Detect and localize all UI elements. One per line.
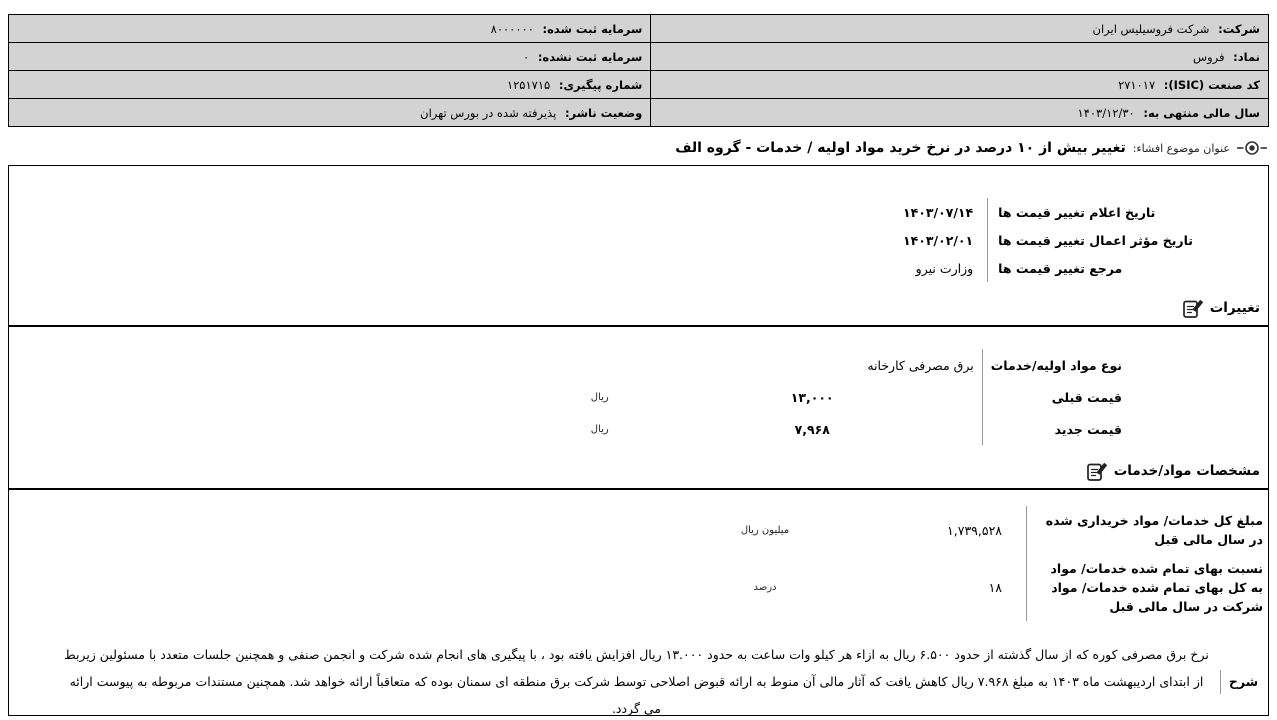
isic-value: ۲۷۱۰۱۷ <box>1118 77 1156 92</box>
price-authority-label: مرجع تغییر قیمت ها <box>988 254 1194 282</box>
total-amount-value: ۱,۷۳۹,۵۲۸ <box>947 522 1002 538</box>
page-title: تغییر بیش از ۱۰ درصد در نرخ خرید مواد اولیه / خدمات - گروه الف <box>675 140 1126 156</box>
isic-cell <box>651 71 1269 99</box>
issuer-status-cell <box>9 99 651 127</box>
section-divider <box>9 488 1268 490</box>
cost-ratio-label: نسبت بهای تمام شده خدمات/ مواد به کل بهای تمام شده خدمات/ مواد شرکت در سال مالی قبل <box>1027 554 1265 621</box>
announce-date-label: تاریخ اعلام تغییر قیمت ها <box>988 198 1194 226</box>
symbol-value: فروس <box>1193 49 1225 64</box>
table-row <box>9 43 1269 71</box>
section-header-specs <box>9 459 1260 483</box>
table-row <box>822 198 1194 226</box>
registered-capital-cell <box>9 15 651 43</box>
company-value: شرکت فروسیلیس ایران <box>1092 21 1210 36</box>
specs-section-title: مشخصات مواد/خدمات <box>1113 463 1260 479</box>
total-amount-unit: میلیون ریال <box>740 524 790 536</box>
previous-price-unit: ریال <box>590 391 609 403</box>
description-label-wrap <box>1220 670 1258 694</box>
effective-date-label: تاریخ مؤثر اعمال تغییر قیمت ها <box>988 226 1194 254</box>
disclosure-subject-line <box>8 136 1267 160</box>
issuer-status-label: وضعیت ناشر: <box>564 105 643 120</box>
fiscal-year-label: سال مالی منتهی به: <box>1143 105 1260 120</box>
registered-capital-value: ۸۰۰۰۰۰۰ <box>490 21 534 36</box>
material-type-label: نوع مواد اولیه/خدمات <box>982 349 1123 381</box>
section-header-changes <box>9 296 1260 320</box>
previous-price-value: ۱۳,۰۰۰ <box>790 389 834 405</box>
price-change-dates-table <box>822 198 1194 282</box>
table-row <box>557 381 1123 413</box>
unregistered-capital-value: ۰ <box>522 49 530 64</box>
cost-ratio-value: ۱۸ <box>988 580 1002 595</box>
unregistered-capital-label: سرمایه ثبت نشده: <box>537 49 643 64</box>
table-row <box>822 226 1194 254</box>
notepad-pencil-icon <box>1183 298 1204 319</box>
material-type-value: برق مصرفی کارخانه <box>867 357 974 373</box>
table-row <box>689 506 1264 554</box>
material-type-unit <box>557 349 643 381</box>
new-price-unit: ریال <box>590 423 609 435</box>
effective-date-value: ۱۴۰۳/۰۲/۰۱ <box>903 232 974 248</box>
fiscal-year-value: ۱۴۰۳/۱۲/۳۰ <box>1077 105 1135 120</box>
tracking-number-cell <box>9 71 651 99</box>
table-row <box>689 554 1264 621</box>
symbol-label: نماد: <box>1233 49 1260 64</box>
description-label: شرح <box>1228 674 1258 689</box>
table-row <box>822 254 1194 282</box>
tracking-number-label: شماره پیگیری: <box>558 77 643 92</box>
description-text: نرخ برق مصرفی کوره که از سال گذشته از حدود ۶.۵۰۰ ریال به ازاء هر کیلو وات ساعت به حدود ۱۳.۰۰۰ ریال افزایش یافته بود ، با پیگیری های انجام شده شرکت و انجمن صنفی و همچنین جلسات متعدد با مسئولین زیربط از ابتدای اردیبهشت ماه ۱۴۰۳ به مبلغ ۷.۹۶۸ ریال کاهش یافت که آثار مالی آن منوط به ارائه قبوض اصلاحی توسط شرکت برق منطقه ای سمنان بوده که متعاقباً ارائه خواهد شد. همچنین مستندات مربوطه به پیوست ارائه می گردد. <box>64 647 1209 716</box>
issuer-status-value: پذیرفته شده در بورس تهران <box>420 105 557 120</box>
company-label: شرکت: <box>1218 21 1260 36</box>
table-row <box>557 413 1123 445</box>
unregistered-capital-cell <box>9 43 651 71</box>
notepad-pencil-icon <box>1087 461 1108 482</box>
changes-section-title: تغییرات <box>1209 300 1260 316</box>
table-row <box>557 349 1123 381</box>
tracking-number-value: ۱۲۵۱۷۱۵ <box>506 77 551 92</box>
price-change-table <box>556 349 1123 445</box>
subject-label: عنوان موضوع افشاء: <box>1132 141 1230 155</box>
symbol-cell <box>651 43 1269 71</box>
cost-ratio-unit: درصد <box>753 582 777 593</box>
company-header-table <box>8 14 1269 127</box>
material-specs-table <box>689 506 1265 621</box>
disclosure-body <box>8 165 1269 716</box>
section-divider <box>9 325 1268 327</box>
company-cell <box>651 15 1269 43</box>
table-row <box>9 99 1269 127</box>
table-row <box>9 71 1269 99</box>
total-amount-label: مبلغ کل خدمات/ مواد خریداری شده در سال مالی قبل <box>1027 506 1265 554</box>
registered-capital-label: سرمایه ثبت شده: <box>542 21 643 36</box>
description-row <box>51 641 1258 720</box>
new-price-value: ۷,۹۶۸ <box>794 421 830 437</box>
table-row <box>9 15 1269 43</box>
isic-label: کد صنعت (ISIC): <box>1163 77 1260 92</box>
bullseye-icon <box>1237 140 1267 156</box>
announce-date-value: ۱۴۰۳/۰۷/۱۴ <box>903 204 974 220</box>
previous-price-label: قیمت قبلی <box>982 381 1123 413</box>
fiscal-year-cell <box>651 99 1269 127</box>
price-authority-value: وزارت نیرو <box>915 260 974 276</box>
new-price-label: قیمت جدید <box>982 413 1123 445</box>
separator-bar <box>1220 670 1221 694</box>
